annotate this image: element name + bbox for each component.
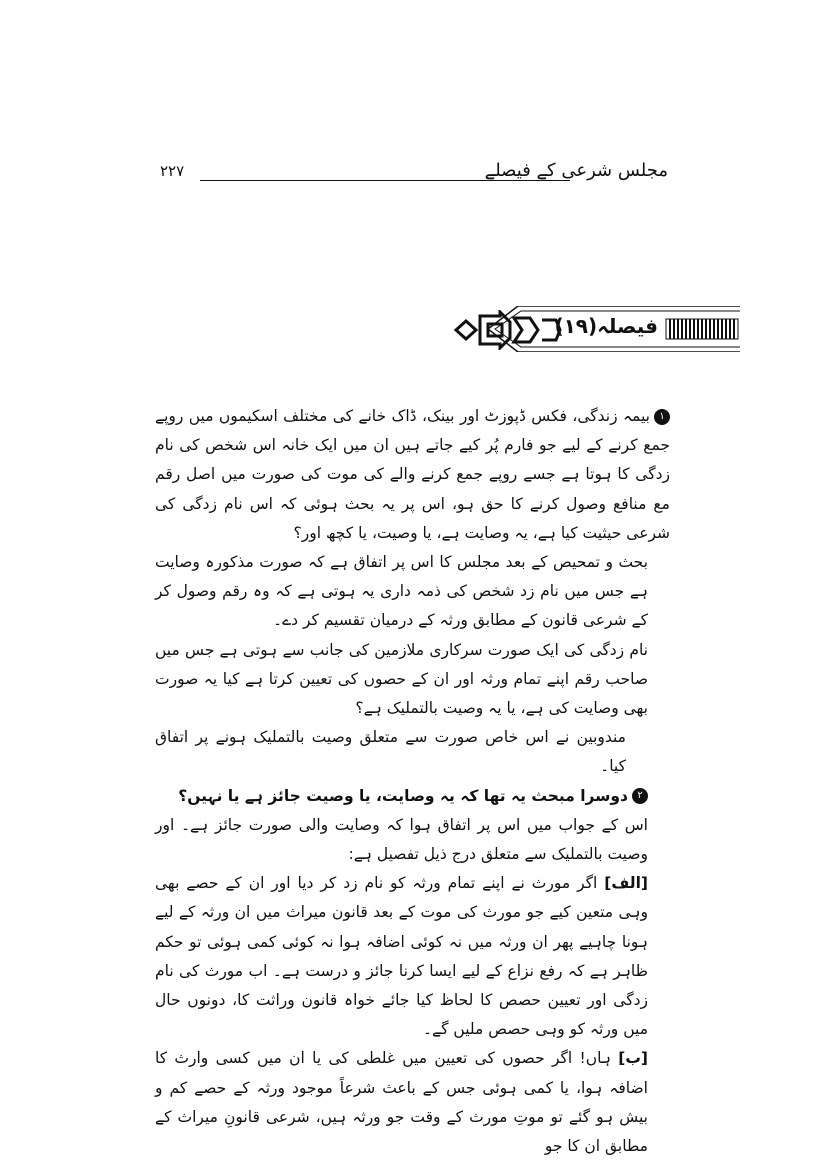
clause-alif-text: اگر مورث نے اپنے تمام ورثہ کو نام زد کر دیا اور ان کے حصے بھی وہی متعین کیے جو مورث کی موت کے بعد قانون میراث میں ان ورثہ کے لیے ہونا چاہیے پھر ان ورثہ میں نہ کوئی اضافہ ہوا نہ کوئی کمی ہوئی تو حکم ظاہر ہے کہ رفع نزاع کے لیے ایسا کرنا جائز و درست ہے۔ اب مورث کی نام زدگی اور تعیین حصص کا لحاظ کیا جائے خواہ قانون وراثت کا، دونوں حال میں ورثہ کو وہی حصص ملیں گے۔ (155, 874, 648, 1039)
running-header (160, 160, 668, 184)
clause-be-label: [ب] (618, 1049, 648, 1068)
section-1-number: ۱ (654, 409, 670, 425)
header-rule (200, 180, 570, 181)
section-2-answer: اس کے جواب میں اس پر اتفاق ہوا کہ وصایت والی صورت جائز ہے۔ اور وصیت بالتملیک سے متعلق درج ذیل تفصیل ہے: (155, 815, 648, 864)
section-2-question: دوسرا مبحث یہ تھا کہ یہ وصایت، یا وصیت جائز ہے یا نہیں؟ (178, 786, 628, 805)
section-1-text: بیمہ زندگی، فکس ڈپوزٹ اور بینک، ڈاک خانے کی مختلف اسکیموں میں روپے جمع کرنے کے لیے جو فارم پُر کیے جاتے ہیں ان میں ایک خانہ اس شخص کی نام زدگی کا ہوتا ہے جسے روپے جمع کرنے والے کی موت کی صورت میں اصل رقم مع منافع وصول کرنے کا حق ہو، اس پر یہ بحث ہوئی کہ اس نام زدگی کی شرعی حیثیت کیا ہے، یہ وصایت ہے، یا وصیت، یا کچھ اور؟ (155, 407, 670, 542)
section-2-paragraph (155, 782, 670, 811)
decorative-knot-icon (452, 310, 564, 354)
clause-alif (155, 869, 670, 1044)
decision-body (155, 402, 670, 1161)
section-1-agreement: مندوبین نے اس خاص صورت سے متعلق وصیت بالتملیک ہونے پر اتفاق کیا۔ (155, 728, 626, 776)
decision-heading-label: فیصلہ(۱۹) (554, 314, 658, 338)
section-2-number: ۲ (632, 788, 648, 804)
page-number: ۲۲۷ (160, 162, 185, 180)
section-1-verdict: بحث و تمحیص کے بعد مجلس کا اس پر اتفاق ہے کہ صورت مذکورہ وصایت ہے جس میں نام زد شخص کی ذمہ داری یہ ہوتی ہے کہ وہ رقم وصول کر کے شرعی قانون کے مطابق ورثہ کے درمیان تقسیم کر دے۔ (155, 553, 648, 630)
running-header-title: مجلس شرعی کے فیصلے (484, 160, 668, 181)
section-1-paragraph (155, 402, 670, 548)
clause-be (155, 1044, 670, 1161)
clause-alif-label: [الف] (604, 874, 648, 893)
clause-be-text: ہاں! اگر حصوں کی تعیین میں غلطی کی یا ان میں کسی وارث کا اضافہ ہوا، یا کمی ہوئی جس کے باعث شرعاً موجود ورثہ کے حصے کم و بیش ہو گئے تو موتِ مورث کے وقت جو ورثہ ہیں، شرعی قانونِ میراث کے مطابق ان کا جو (155, 1049, 648, 1156)
section-1-question: نام زدگی کی ایک صورت سرکاری ملازمین کی جانب سے ہوتی ہے جس میں صاحب رقم اپنے تمام ورثہ اور ان کے حصوں کی تعیین کرتا ہے کیا یہ صورت بھی وصایت کی ہے، یا یہ وصیت بالتملیک ہے؟ (155, 640, 648, 718)
